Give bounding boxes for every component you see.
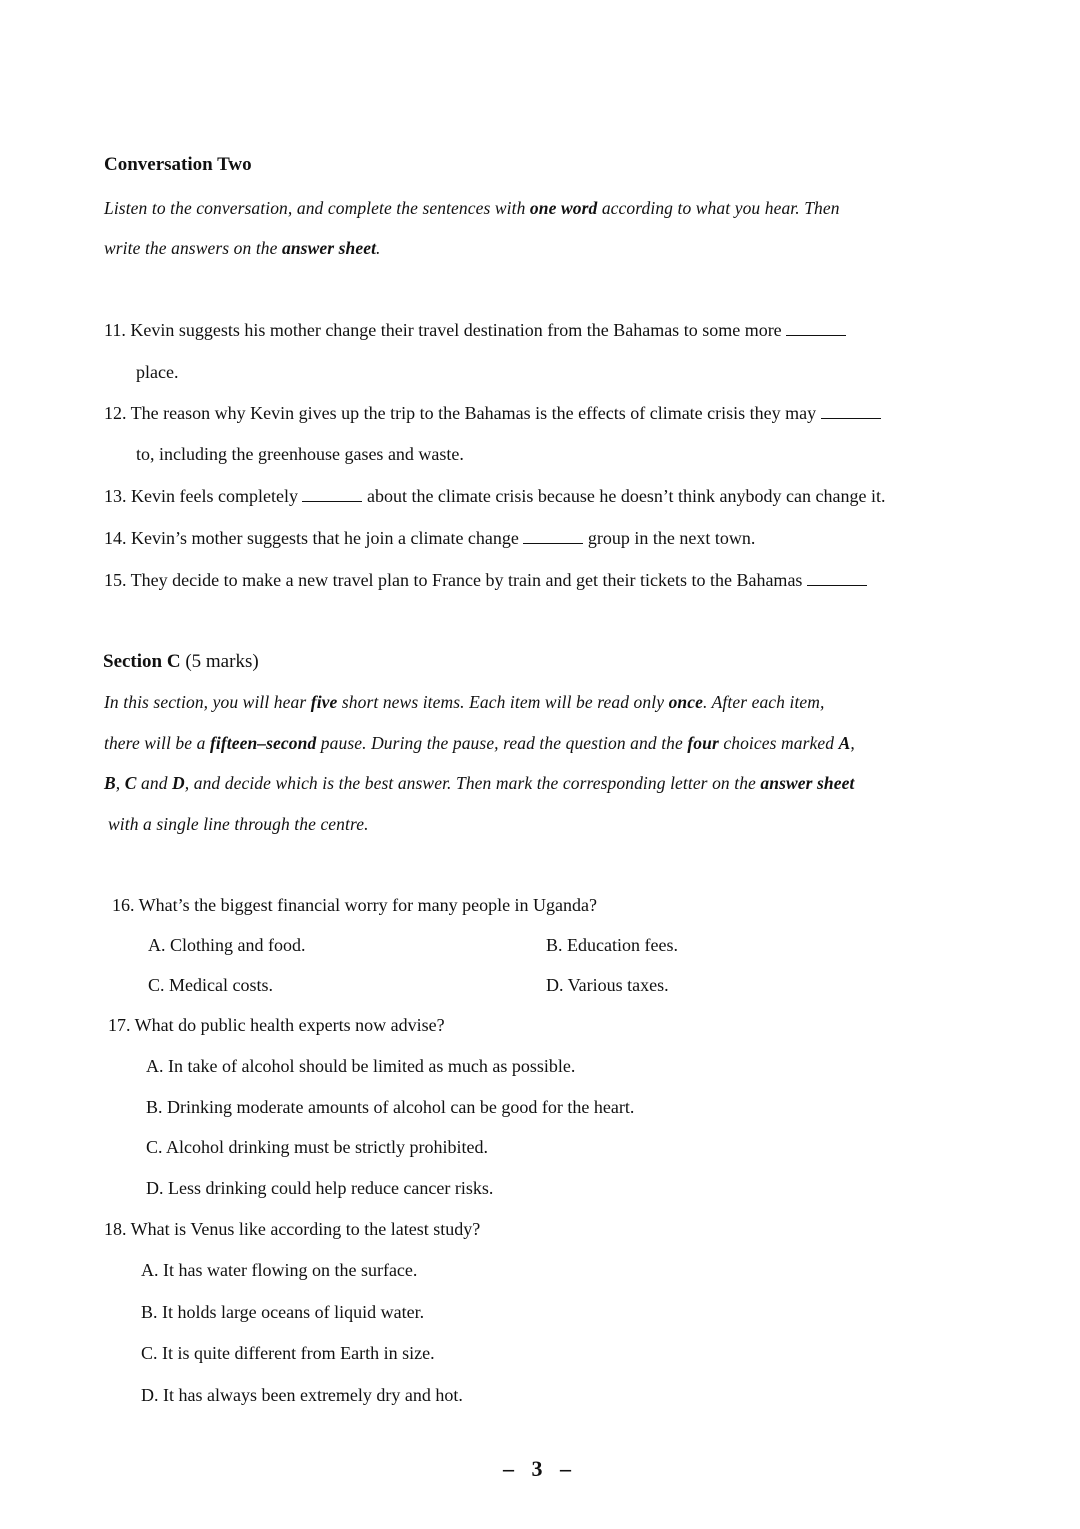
question-18: 18. What is Venus like according to the latest study? [104, 1219, 481, 1239]
section-c-instructions-line2: there will be a fifteen–second pause. During the pause, read the question and the four choices marked A, [104, 733, 855, 753]
section-c-instructions-line4: with a single line through the centre. [108, 814, 369, 834]
question-14: 14. Kevin’s mother suggests that he join a climate change group in the next town. [104, 528, 756, 548]
question-16-option-d: D. Various taxes. [546, 975, 669, 995]
question-17-option-c: C. Alcohol drinking must be strictly prohibited. [146, 1137, 488, 1157]
answer-blank [302, 487, 362, 502]
question-12-cont: to, including the greenhouse gases and waste. [136, 444, 464, 464]
question-17-option-d: D. Less drinking could help reduce cancer risks. [146, 1178, 494, 1198]
question-16-option-c: C. Medical costs. [148, 975, 273, 995]
question-18-option-c: C. It is quite different from Earth in size. [141, 1343, 435, 1363]
section-c-instructions-line1: In this section, you will hear five short news items. Each item will be read only once. After each item, [104, 692, 825, 712]
section-c-heading: Section C (5 marks) [103, 651, 259, 672]
conversation-two-instructions-line1: Listen to the conversation, and complete the sentences with one word according to what you hear. Then [104, 198, 840, 218]
page-number: – 3 – [503, 1456, 577, 1481]
conversation-two-instructions-line2: write the answers on the answer sheet. [104, 238, 381, 258]
question-15: 15. They decide to make a new travel plan to France by train and get their tickets to the Bahamas [104, 570, 867, 591]
question-17: 17. What do public health experts now advise? [108, 1015, 445, 1035]
question-11: 11. Kevin suggests his mother change their travel destination from the Bahamas to some more [104, 320, 846, 341]
question-12: 12. The reason why Kevin gives up the trip to the Bahamas is the effects of climate crisis they may [104, 403, 881, 424]
question-18-option-a: A. It has water flowing on the surface. [141, 1260, 418, 1280]
section-c-instructions-line3: B, C and D, and decide which is the best answer. Then mark the corresponding letter on the answer sheet [104, 773, 855, 793]
question-17-option-b: B. Drinking moderate amounts of alcohol can be good for the heart. [146, 1097, 635, 1117]
question-18-option-b: B. It holds large oceans of liquid water. [141, 1302, 425, 1322]
question-13: 13. Kevin feels completely about the climate crisis because he doesn’t think anybody can change it. [104, 486, 886, 506]
question-17-option-a: A. In take of alcohol should be limited as much as possible. [146, 1056, 576, 1076]
question-18-option-d: D. It has always been extremely dry and hot. [141, 1385, 463, 1405]
answer-blank [786, 321, 846, 336]
question-16: 16. What’s the biggest financial worry for many people in Uganda? [112, 895, 598, 915]
conversation-two-heading: Conversation Two [104, 154, 252, 175]
answer-blank [821, 404, 881, 419]
question-16-option-b: B. Education fees. [546, 935, 678, 955]
answer-blank [523, 529, 583, 544]
answer-blank [807, 571, 867, 586]
question-16-option-a: A. Clothing and food. [148, 935, 306, 955]
question-11-cont: place. [136, 362, 179, 382]
